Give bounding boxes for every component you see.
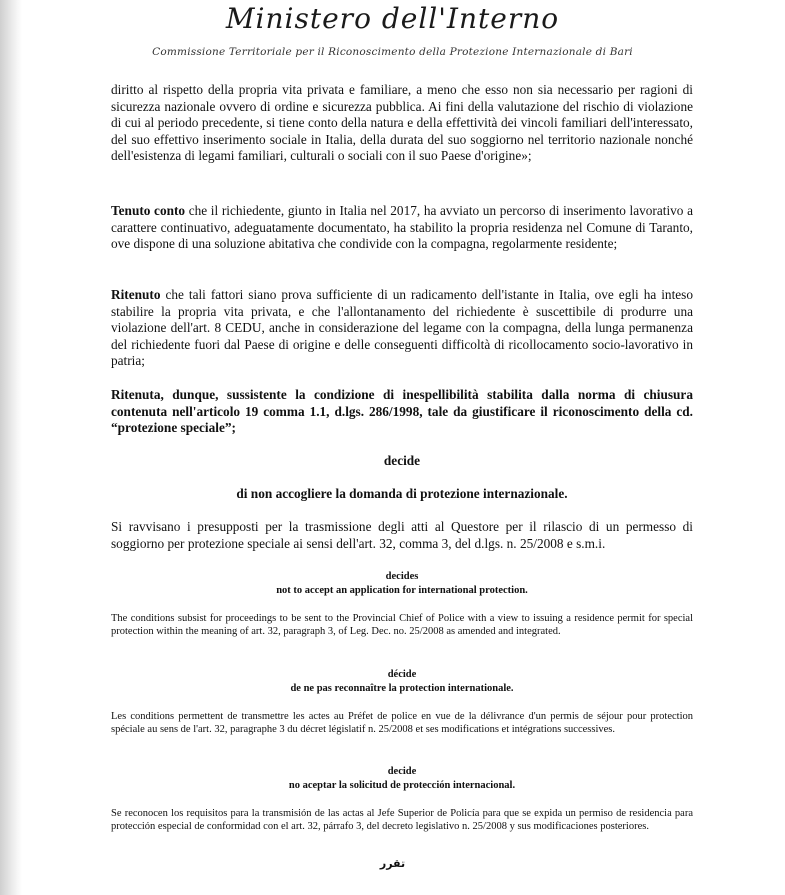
english-decision: not to accept an application for international protection. [276, 585, 528, 596]
spanish-body: Se reconocen los requisitos para la transmisión de las actas al Jefe Superior de Policía para que se expida un permiso de residencia para protección especial de conformidad con el art. 32, párrafo 3, del decreto legislativo n. 25/2008 y sus modificaciones posteriores. [111, 808, 693, 833]
ritenuto-lead: Ritenuto [111, 287, 161, 302]
italian-paragraph-1: diritto al rispetto della propria vita privata e familiare, a meno che esso non sia necessario per ragioni di sicurezza nazionale ovvero di ordine e sicurezza pubblica. Ai fini della valutazione del rischio di violazione di cui al periodo precedente, si tiene conto della natura e della effettività dei vincoli familiari dell'interessato, del suo effettivo inserimento sociale in Italia, della durata del suo soggiorno nel territorio nazionale nonché dell'esistenza di legami familiari, culturali o sociali con il suo Paese d'origine»; [111, 82, 693, 163]
ministry-header-title: Ministero dell'Interno [225, 2, 560, 35]
french-decision: de ne pas reconnaître la protection internationale. [290, 683, 514, 694]
italian-paragraph-tenuto-conto [111, 203, 693, 253]
italian-paragraph-transmission: Si ravvisano i presupposti per la trasmissione degli atti al Questore per il rilascio di un permesso di soggiorno per protezione speciale ai sensi dell'art. 32, comma 3, del d.lgs. n. 25/2008 e s.m.i. [111, 519, 693, 551]
italian-decision: di non accogliere la domanda di protezione internazionale. [236, 486, 568, 501]
ritenuto-text: che tali fattori siano prova sufficiente di un radicamento dell'istante in Italia, ove egli ha inteso stabilire la propria vita privata, e che l'allontanamento del richiedente è suscettibile di produrre una violazione dell'art. 8 CEDU, anche in considerazione del legame con la compagna, della lunga permanenza del richiedente fuori dal Paese di origine e delle conseguenti difficoltà di ricollocamento socio-lavorativo in patria; [111, 287, 693, 368]
english-body: The conditions subsist for proceedings to be sent to the Provincial Chief of Police with a view to issuing a residence permit for special protection within the meaning of art. 32, paragraph 3, of Leg. Dec. no. 25/2008 as amended and integrated. [111, 613, 693, 638]
commission-subtitle: Commissione Territoriale per il Riconoscimento della Protezione Internazionale di Bari [152, 46, 633, 58]
french-body: Les conditions permettent de transmettre les actes au Préfet de police en vue de la délivrance d'un permis de séjour pour protection spéciale au sens de l'art. 32, paragraphe 3 du décret législatif n. 25/2008 et ses modifications et intégrations successives. [111, 711, 693, 736]
spanish-decision: no aceptar la solicitud de protección internacional. [288, 780, 516, 791]
arabic-decide-heading: تقرر [379, 857, 406, 870]
italian-decide-heading: decide [383, 453, 421, 468]
french-decide-heading: décide [387, 669, 417, 680]
spanish-decide-heading: decide [387, 766, 417, 777]
tenuto-conto-lead: Tenuto conto [111, 203, 186, 218]
italian-paragraph-ritenuta: Ritenuta, dunque, sussistente la condizione di inespellibilità stabilita dalla norma di chiusura contenuta nell'articolo 19 comma 1.1, d.lgs. 286/1998, tale da giustificare il riconoscimento della cd. “protezione speciale”; [111, 387, 693, 435]
english-decide-heading: decides [385, 571, 419, 582]
italian-paragraph-ritenuto [111, 287, 693, 370]
tenuto-conto-text: che il richiedente, giunto in Italia nel 2017, ha avviato un percorso di inserimento lavorativo a carattere continuativo, adeguatamente documentato, ha stabilito la propria residenza nel Comune di Taranto, ove dispone di una soluzione abitativa che condivide con la compagna, regolarmente residente; [111, 203, 693, 251]
